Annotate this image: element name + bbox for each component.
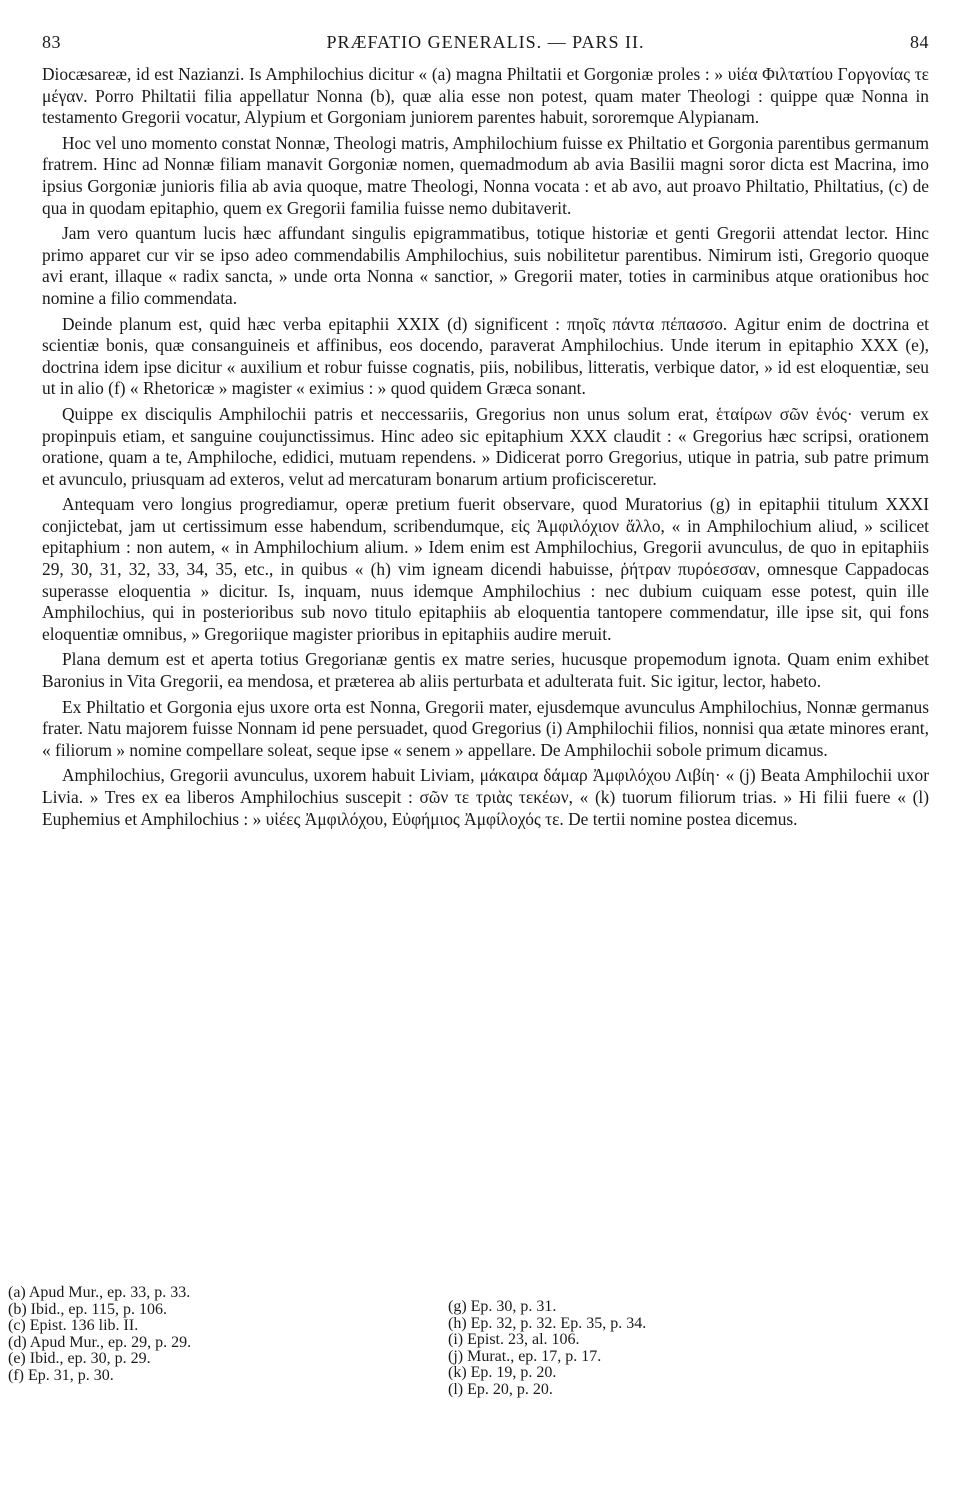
footnotes-left-column xyxy=(8,1285,448,1399)
paragraph-5: Quippe ex disciqulis Amphilochii patris et neccessariis, Gregorius non unus solum erat, ἑταίρων σῶν ἑνός· verum ex propinpuis etiam, et sanguine coujunctissimus. Hinc adeo sic epitaphium XXX claudit : « Gregorius hæc scripsi, orationem oratione, quam a te, Amphiloche, edidici, mutuam rependens. » Didicerat porro Gregorius, utique in patria, sub patre primum et avunculo, priusquam ad exteros, velut ad mercaturam bonarum artium proficisceretur. xyxy=(42,403,929,489)
footnotes-right-column xyxy=(448,1299,888,1399)
footnote-i: (i) Epist. 23, al. 106. xyxy=(448,1331,580,1349)
paragraph-1: Diocæsareæ, id est Nazianzi. Is Amphilochius dicitur « (a) magna Philtatii et Gorgoniæ proles : » υἱέα Φιλτατίου Γοργονίας τε μέγαν. Porro Philtatii filia appellatur Nonna (b), quæ alia esse non potest, quam mater Theologi : quippe quæ Nonna in testamento Gregorii vocatur, Alypium et Gorgoniam juniorem parentes habuit, sororemque Alypianam. xyxy=(42,64,929,128)
footnote-c: (c) Epist. 136 lib. II. xyxy=(8,1317,139,1335)
footnote-k: (k) Ep. 19, p. 20. xyxy=(448,1364,557,1382)
body-text xyxy=(42,64,929,830)
left-page-number: 83 xyxy=(42,32,61,52)
paragraph-7: Plana demum est et aperta totius Gregorianæ gentis ex matre series, hucusque propemodum ignota. Quam enim exhibet Baronius in Vita Gregorii, ea mendosa, et præterea ab aliis perturbata et adulterata fuit. Sic igitur, lector, habeto. xyxy=(42,649,929,692)
footnote-f: (f) Ep. 31, p. 30. xyxy=(8,1366,114,1384)
right-page-number: 84 xyxy=(909,32,929,52)
footnote-b: (b) Ibid., ep. 115, p. 106. xyxy=(8,1300,167,1318)
running-header xyxy=(42,32,929,62)
footnote-a: (a) Apud Mur., ep. 33, p. 33. xyxy=(8,1284,191,1301)
footnote-e: (e) Ibid., ep. 30, p. 29. xyxy=(8,1350,151,1368)
paragraph-4: Deinde planum est, quid hæc verba epitaphii XXIX (d) significent : πηοῖς πάντα πέπασσο. Agitur enim de doctrina et scientiæ bonis, quæ consanguineis et affinibus, eos docendo, paraverat Amphilochius. Unde iterum in epitaphio XXX (e), doctrina idem ipse dicitur « auxilium et robur fuisse cognatis, piis, nobilibus, litteratis, verbique dator, » id est eloquentiæ, seu ut in alio (f) « Rhetoricæ » magister « eximius : » quod quidem Græca sonant. xyxy=(42,313,929,399)
footnote-g: (g) Ep. 30, p. 31. xyxy=(448,1298,557,1315)
paragraph-9: Amphilochius, Gregorii avunculus, uxorem habuit Liviam, μάκαιρα δάμαρ Ἀμφιλόχου Λιβίη· « (j) Beata Amphilochii uxor Livia. » Tres ex ea liberos Amphilochius suscepit : σῶν τε τριὰς τεκέων, « (k) tuorum filiorum trias. » Hi filii fuere « (l) Euphemius et Amphilochius : » υἱέες Ἀμφιλόχου, Εὐφήμιος Ἀμφίλοχός τε. De tertii nomine postea dicemus. xyxy=(42,765,929,829)
running-title: PRÆFATIO GENERALIS. — PARS II. xyxy=(326,32,645,52)
footnote-d: (d) Apud Mur., ep. 29, p. 29. xyxy=(8,1333,192,1351)
paragraph-2: Hoc vel uno momento constat Nonnæ, Theologi matris, Amphilochium fuisse ex Philtatio et Gorgonia parentibus germanum fratrem. Hinc ad Nonnæ filiam manavit Gorgoniæ nomen, quemadmodum ab avia Basilii magni soror dicta est Macrina, imo ipsius Gorgoniæ junioris filia ab avia quoque, matre Theologi, Nonna vocata : et ab avo, aut proavo Philtatio, Philtatius, (c) de qua in quodam epitaphio, quem ex Gregorii familia fuisse nemo dubitaverit. xyxy=(42,132,929,218)
footnote-h: (h) Ep. 32, p. 32. Ep. 35, p. 34. xyxy=(448,1314,647,1332)
footnotes xyxy=(8,1285,888,1399)
document-page xyxy=(42,32,929,834)
paragraph-8: Ex Philtatio et Gorgonia ejus uxore orta est Nonna, Gregorii mater, ejusdemque avunculus Amphilochius, Nonnæ germanus frater. Natu majorem fuisse Nonnam id pene persuadet, quod Gregorius (i) Amphilochii filios, nonnisi qua ætate minores erant, « filiorum » nomine compellare soleat, seque ipse « senem » appellare. De Amphilochii sobole primum dicamus. xyxy=(42,696,929,760)
paragraph-6: Antequam vero longius progrediamur, operæ pretium fuerit observare, quod Muratorius (g) in epitaphii titulum XXXI conjictebat, jam ut certissimum esse habendum, scribendumque, εἰς Ἀμφιλόχιον ἄλλο, « in Amphilochium aliud, » scilicet epitaphium : non autem, « in Amphilochium alium. » Idem enim est Amphilochius, Gregorii avunculus, de quo in epitaphiis 29, 30, 31, 32, 33, 34, 35, etc., in quibus « (h) vim igneam dicendi habuisse, ῥήτραν πυρόεσσαν, omnesque Cappadocas superasse eloquentia » dicitur. Is, inquam, nuus idemque Amphilochius : nec dubium cuiquam esse potest, quin ille Amphilochius, qui in posterioribus sub novo titulo epitaphiis ab eloquentia tantopere commendatur, ille ipse sit, qui fons eloquentiæ omnibus, » Gregoriique magister prioribus in epitaphiis audire meruit. xyxy=(42,494,929,644)
footnote-j: (j) Murat., ep. 17, p. 17. xyxy=(448,1347,602,1365)
paragraph-3: Jam vero quantum lucis hæc affundant singulis epigrammatibus, totique historiæ et genti Gregorii attendat lector. Hinc primo apparet cur vir se ipso adeo commendabilis Amphilochius, suis nobilitetur parentibus. Nimirum isti, Gregorio quoque avi erant, illaque « radix sancta, » unde orta Nonna « sanctior, » Gregorii mater, toties in carminibus atque orationibus hoc nomine a filio commendata. xyxy=(42,223,929,308)
footnote-l: (l) Ep. 20, p. 20. xyxy=(448,1380,553,1398)
